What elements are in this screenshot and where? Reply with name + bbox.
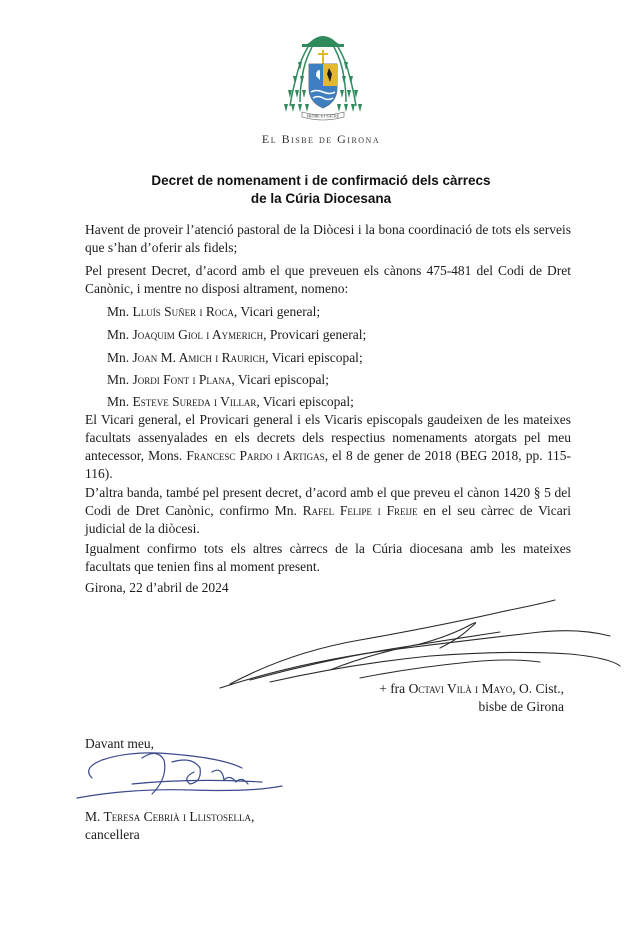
appointment-item [107, 349, 363, 367]
chancellor-name: M. Teresa Cebrià i Llistosella [85, 809, 251, 824]
bishop-name: Octavi Vilà i Mayo [408, 681, 513, 696]
predecessor-name: Francesc Pardo i Artigas [186, 448, 325, 463]
appointment-role: , Vicari general; [233, 304, 321, 319]
appointee-name: Lluís Suñer i Roca [132, 304, 234, 319]
paragraph-4 [85, 484, 571, 538]
appointment-prefix: Mn. [107, 350, 133, 365]
appointee-name: Esteve Sureda i Villar [132, 394, 257, 409]
appointment-prefix: Mn. [107, 372, 133, 387]
judicial-vicar-name: Rafel Felipe i Freije [302, 503, 418, 518]
chancellor-signatory [85, 808, 254, 826]
witness-label: Davant meu, [85, 736, 154, 751]
appointee-name: Joan M. Amich i Raurich [132, 350, 266, 365]
bishop-title: bisbe de Girona [478, 699, 564, 714]
bishop-signatory [379, 680, 564, 698]
appointment-role: , Vicari episcopal; [231, 372, 329, 387]
paragraph-5: Igualment confirmo tots els altres càrrecs de la Cúria diocesana amb les mateixes facultats que tenien fins al moment present. [85, 541, 571, 574]
paragraph-3-tail: , el 8 de gener de 2018 (BEG 2018, pp. 115-116). [85, 448, 571, 481]
decree-title [0, 172, 642, 208]
appointment-role: , Provicari general; [263, 327, 367, 342]
office-heading: El Bisbe de Girona [261, 132, 381, 146]
paragraph-4-text: D’altra banda, també pel present decret, d’acord amb el que preveu el cànon 1420 § 5 del Codi de Dret Canònic, confirmo Mn. [85, 485, 571, 518]
crest-motto: PROBE ET SACRE [306, 113, 340, 119]
paragraph-3 [85, 411, 571, 483]
appointment-item [107, 371, 329, 389]
paragraph-3-text: El Vicari general, el Provicari general i els Vicaris episcopals gaudeixen de les mateixes facultats assenyalades en els decrets dels respectius nomenaments atorgats pel meu antecessor, Mons. [85, 412, 571, 463]
chancellor-suffix: , [250, 809, 255, 824]
appointee-name: Jordi Font i Plana [132, 372, 232, 387]
appointment-prefix: Mn. [107, 394, 133, 409]
decree-title-line-1: Decret de nomenament i de confirmació dels càrrecs [151, 173, 491, 188]
chancellor-title: cancellera [85, 827, 140, 842]
paragraph-2: Pel present Decret, d’acord amb el que preveuen els cànons 475-481 del Codi de Dret Canònic, i mentre no disposi altrament, nomeno: [85, 263, 571, 296]
appointment-prefix: Mn. [107, 304, 133, 319]
paragraph-1: Havent de proveir l’atenció pastoral de la Diòcesi i la bona coordinació de tots els serveis que s’han d’oferir als fidels; [85, 222, 571, 255]
bishop-signature-icon [210, 592, 625, 692]
decree-date: Girona, 22 d’abril de 2024 [85, 580, 229, 595]
paragraph-4-tail: en el seu càrrec de Vicari judicial de la diòcesi. [85, 503, 571, 536]
bishop-prefix: + fra [379, 681, 409, 696]
chancellor-signature-icon [72, 738, 302, 810]
appointment-prefix: Mn. [107, 327, 133, 342]
appointment-role: , Vicari episcopal; [256, 394, 354, 409]
bishop-suffix: , O. Cist., [512, 681, 564, 696]
appointment-item [107, 326, 366, 344]
decree-title-line-2: de la Cúria Diocesana [250, 191, 392, 206]
appointment-item [107, 303, 320, 321]
appointee-name: Joaquim Giol i Aymerich [132, 327, 264, 342]
appointment-item [107, 393, 354, 411]
appointment-role: , Vicari episcopal; [265, 350, 363, 365]
coat-of-arms-icon [278, 28, 368, 130]
